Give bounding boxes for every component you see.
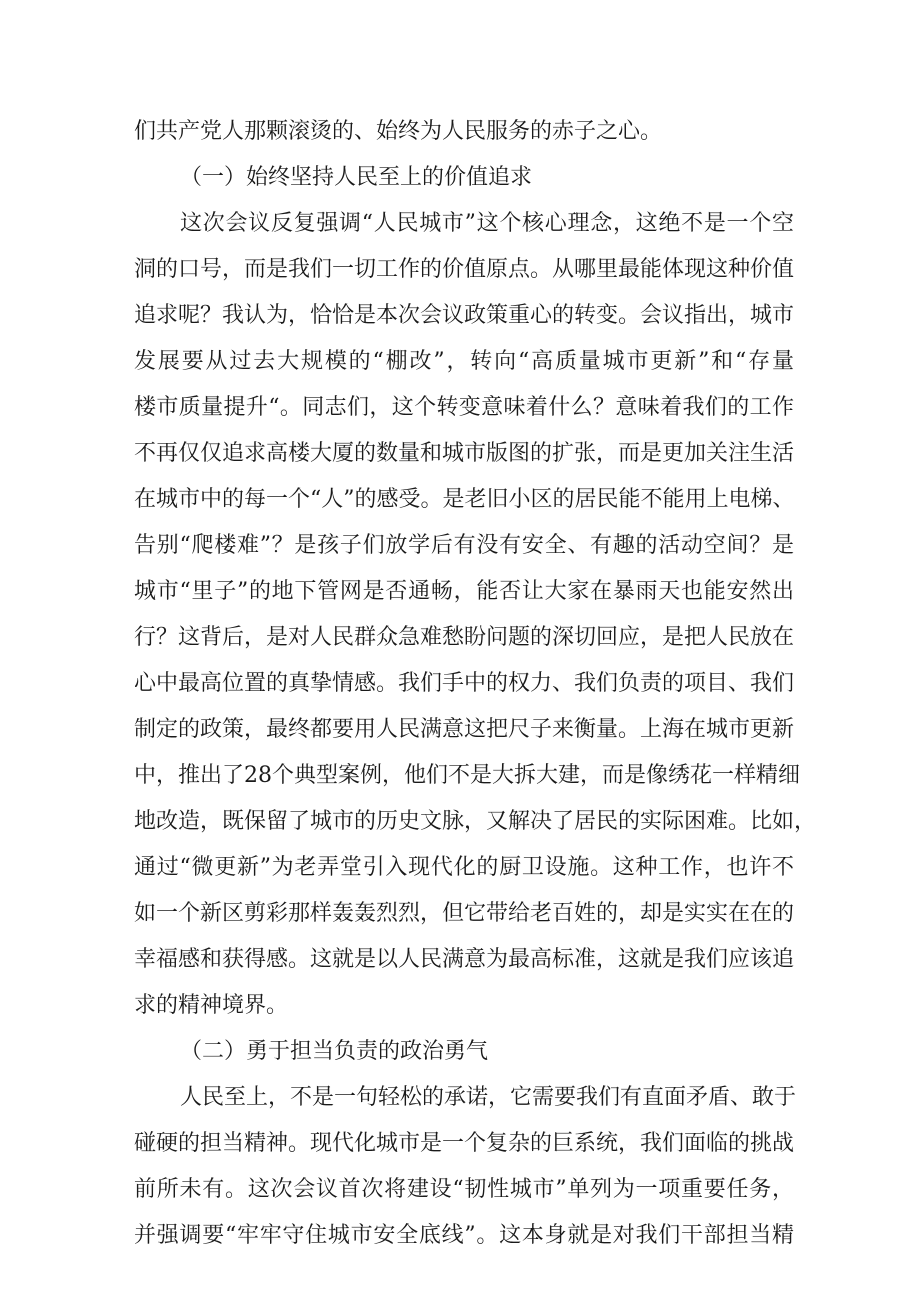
text-line: 求的精神境界。 — [134, 993, 289, 1018]
text-line: 通过“微更新”为老弄堂引入现代化的厨卫设施。这种工作，也许不 — [134, 855, 794, 880]
text-line: 这次会议反复强调“人民城市”这个核心理念，这绝不是一个空 — [180, 211, 794, 236]
section-heading-2: （二）勇于担当负责的政治勇气 — [180, 1039, 489, 1064]
text-line: 们共产党人那颗滚烫的、始终为人民服务的赤子之心。 — [134, 119, 663, 144]
text-line: 城市“里子”的地下管网是否通畅，能否让大家在暴雨天也能安然出 — [134, 579, 794, 604]
text-line: 中，推出了28个典型案例，他们不是大拆大建，而是像绣花一样精细 — [134, 763, 800, 788]
text-line: 人民至上，不是一句轻松的承诺，它需要我们有直面矛盾、敢于 — [180, 1085, 797, 1110]
text-line: 在城市中的每一个“人”的感受。是老旧小区的居民能不能用上电梯、 — [134, 487, 795, 512]
text-line: 制定的政策，最终都要用人民满意这把尺子来衡量。上海在城市更新 — [134, 717, 795, 742]
text-line: 如一个新区剪彩那样轰轰烈烈，但它带给老百姓的，却是实实在在的 — [134, 901, 795, 926]
text-line: 心中最高位置的真挚情感。我们手中的权力、我们负责的项目、我们 — [134, 671, 795, 696]
text-line: 前所未有。这次会议首次将建设“韧性城市”单列为一项重要任务， — [134, 1177, 794, 1202]
text-line: 追求呢？我认为，恰恰是本次会议政策重心的转变。会议指出，城市 — [134, 303, 795, 328]
section-heading-1: （一）始终坚持人民至上的价值追求 — [180, 165, 533, 190]
text-line: 发展要从过去大规模的“棚改”，转向“高质量城市更新”和“存量 — [134, 349, 794, 374]
text-line: 不再仅仅追求高楼大厦的数量和城市版图的扩张，而是更加关注生活 — [134, 441, 795, 466]
text-line: 地改造，既保留了城市的历史文脉，又解决了居民的实际困难。比如， — [134, 809, 817, 834]
text-line: 并强调要“牢牢守住城市安全底线”。这本身就是对我们干部担当精 — [134, 1223, 794, 1248]
text-line: 行？这背后，是对人民群众急难愁盼问题的深切回应，是把人民放在 — [134, 625, 795, 650]
text-line: 楼市质量提升“。同志们，这个转变意味着什么？意味着我们的工作 — [134, 395, 794, 420]
text-line: 幸福感和获得感。这就是以人民满意为最高标准，这就是我们应该追 — [134, 947, 795, 972]
text-line: 洞的口号，而是我们一切工作的价值原点。从哪里最能体现这种价值 — [134, 257, 795, 282]
text-line: 碰硬的担当精神。现代化城市是一个复杂的巨系统，我们面临的挑战 — [134, 1131, 795, 1156]
text-line: 告别“爬楼难”？是孩子们放学后有没有安全、有趣的活动空间？是 — [134, 533, 794, 558]
